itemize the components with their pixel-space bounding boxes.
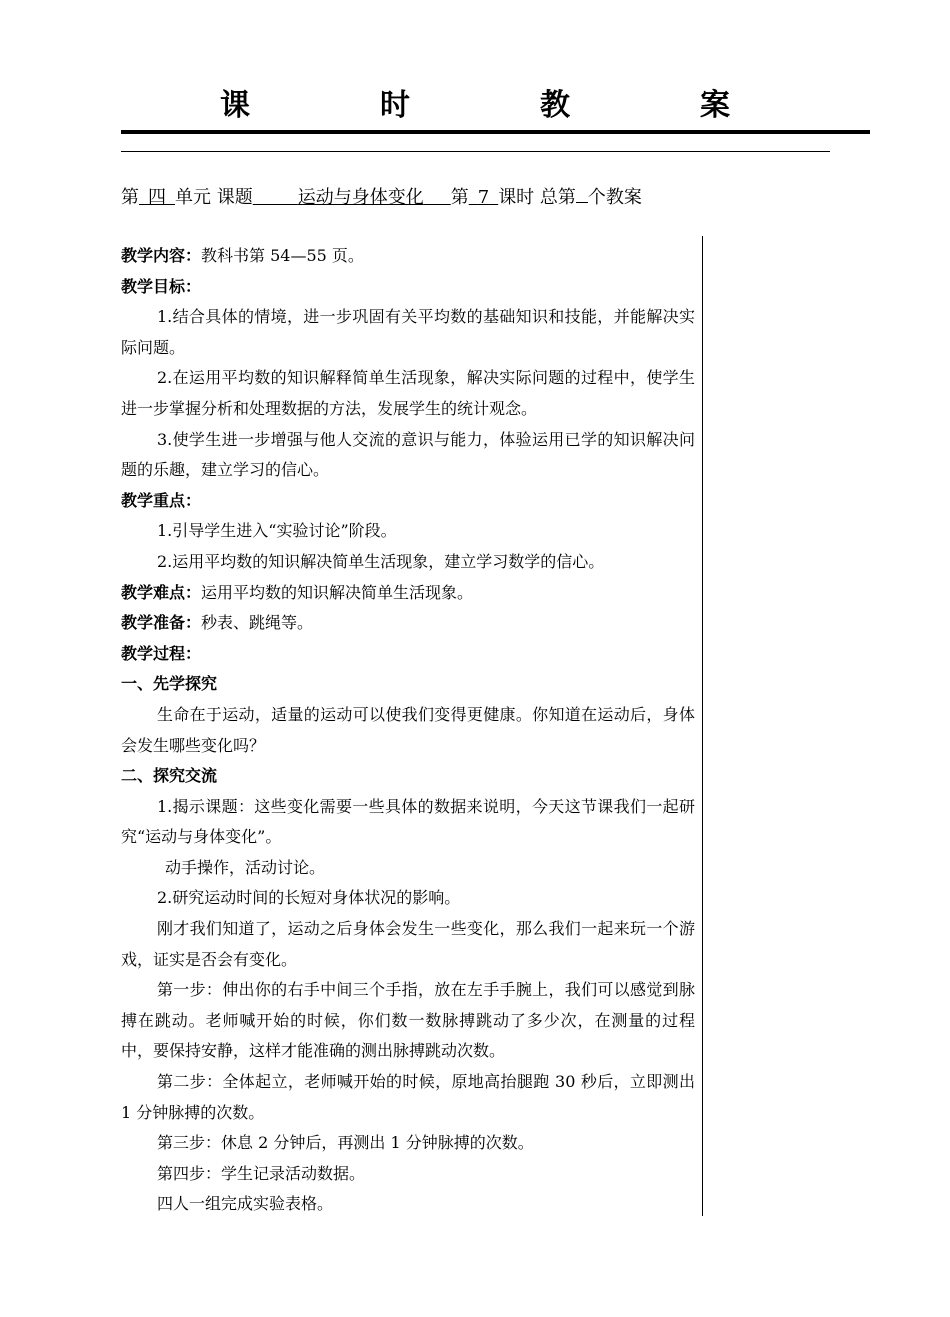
lesson-number: 7: [477, 187, 490, 208]
section-1-text: 生命在于运动，适量的运动可以使我们变得更健康。你知道在运动后，身体会发生哪些变化吗？: [121, 704, 695, 755]
objective-item: 3.使学生进一步增强与他人交流的意识与能力，体验运用已学的知识解决问题的乐趣，建立学习的信心。: [121, 429, 695, 480]
total-number-blank: [576, 183, 588, 203]
preparation-label: 教学准备：: [121, 613, 202, 633]
section-2-title: 二、探究交流: [121, 766, 218, 786]
key-point-item: 1.引导学生进入“实验讨论”阶段。: [157, 521, 397, 541]
unit-suffix: 单元 课题: [175, 187, 253, 208]
step-4: 第四步：学生记录活动数据。: [157, 1163, 366, 1183]
section-1-title: 一、先学探究: [121, 674, 218, 694]
objective-item: 2.在运用平均数的知识解释简单生活现象，解决实际问题的过程中，使学生进一步掌握分析和处理数据的方法，发展学生的统计观念。: [121, 368, 695, 418]
closing-line: 四人一组完成实验表格。: [157, 1194, 334, 1214]
step-1: 第一步：伸出你的右手中间三个手指，放在左手手腕上，我们可以感觉到脉搏在跳动。老师喊开始的时候，你们数一数脉搏跳动了多少次，在测量的过程中，要保持安静，这样才能准确的测出脉搏跳动次数。: [121, 980, 695, 1061]
title-rule-thin: [121, 151, 830, 152]
difficulty-label: 教学难点：: [121, 582, 202, 602]
lesson-content: [121, 241, 695, 1220]
unit-number: 四: [148, 187, 166, 208]
section-2-paragraph: 2.研究运动时间的长短对身体状况的影响。: [157, 888, 461, 908]
lesson-number-suffix: 课时 总第: [498, 187, 576, 208]
objective-item: 1.结合具体的情境，进一步巩固有关平均数的基础知识和技能，并能解决实际问题。: [121, 307, 695, 357]
teaching-content-label: 教学内容：: [121, 246, 202, 265]
difficulty: 教学难点：运用平均数的知识解决简单生活现象。: [121, 582, 474, 602]
key-point-item: 2.运用平均数的知识解决简单生活现象，建立学习数学的信心。: [157, 551, 605, 571]
lesson-prefix: 第: [121, 187, 139, 208]
lesson-number-prefix: 第: [450, 187, 469, 208]
title-rule-thick: [121, 130, 870, 134]
teaching-content: 教学内容：教科书第 54—55 页。: [121, 246, 364, 265]
step-3: 第三步：休息 2 分钟后，再测出 1 分钟脉搏的次数。: [157, 1133, 534, 1153]
section-2-paragraph: 刚才我们知道了，运动之后身体会发生一些变化，那么我们一起来玩一个游戏，证实是否会有变化。: [121, 919, 695, 969]
column-border: [702, 236, 703, 1216]
step-2: 第二步：全体起立，老师喊开始的时候，原地高抬腿跑 30 秒后，立即测出 1 分钟脉搏的次数。: [121, 1072, 695, 1122]
key-points-label: 教学重点：: [121, 490, 202, 510]
objectives-label: 教学目标：: [121, 276, 202, 296]
section-2-paragraph: 1.揭示课题：这些变化需要一些具体的数据来说明，今天这节课我们一起研究“运动与身体变化”。: [121, 796, 695, 847]
lesson-topic: 运动与身体变化: [297, 187, 424, 208]
section-2-paragraph: 动手操作，活动讨论。: [165, 857, 326, 877]
preparation: 教学准备：秒表、跳绳等。: [121, 613, 314, 633]
page-title: 课 时 教 案: [220, 88, 780, 123]
lesson-info-line: [121, 183, 642, 211]
total-suffix: 个教案: [587, 187, 642, 208]
process-label: 教学过程：: [121, 643, 202, 663]
